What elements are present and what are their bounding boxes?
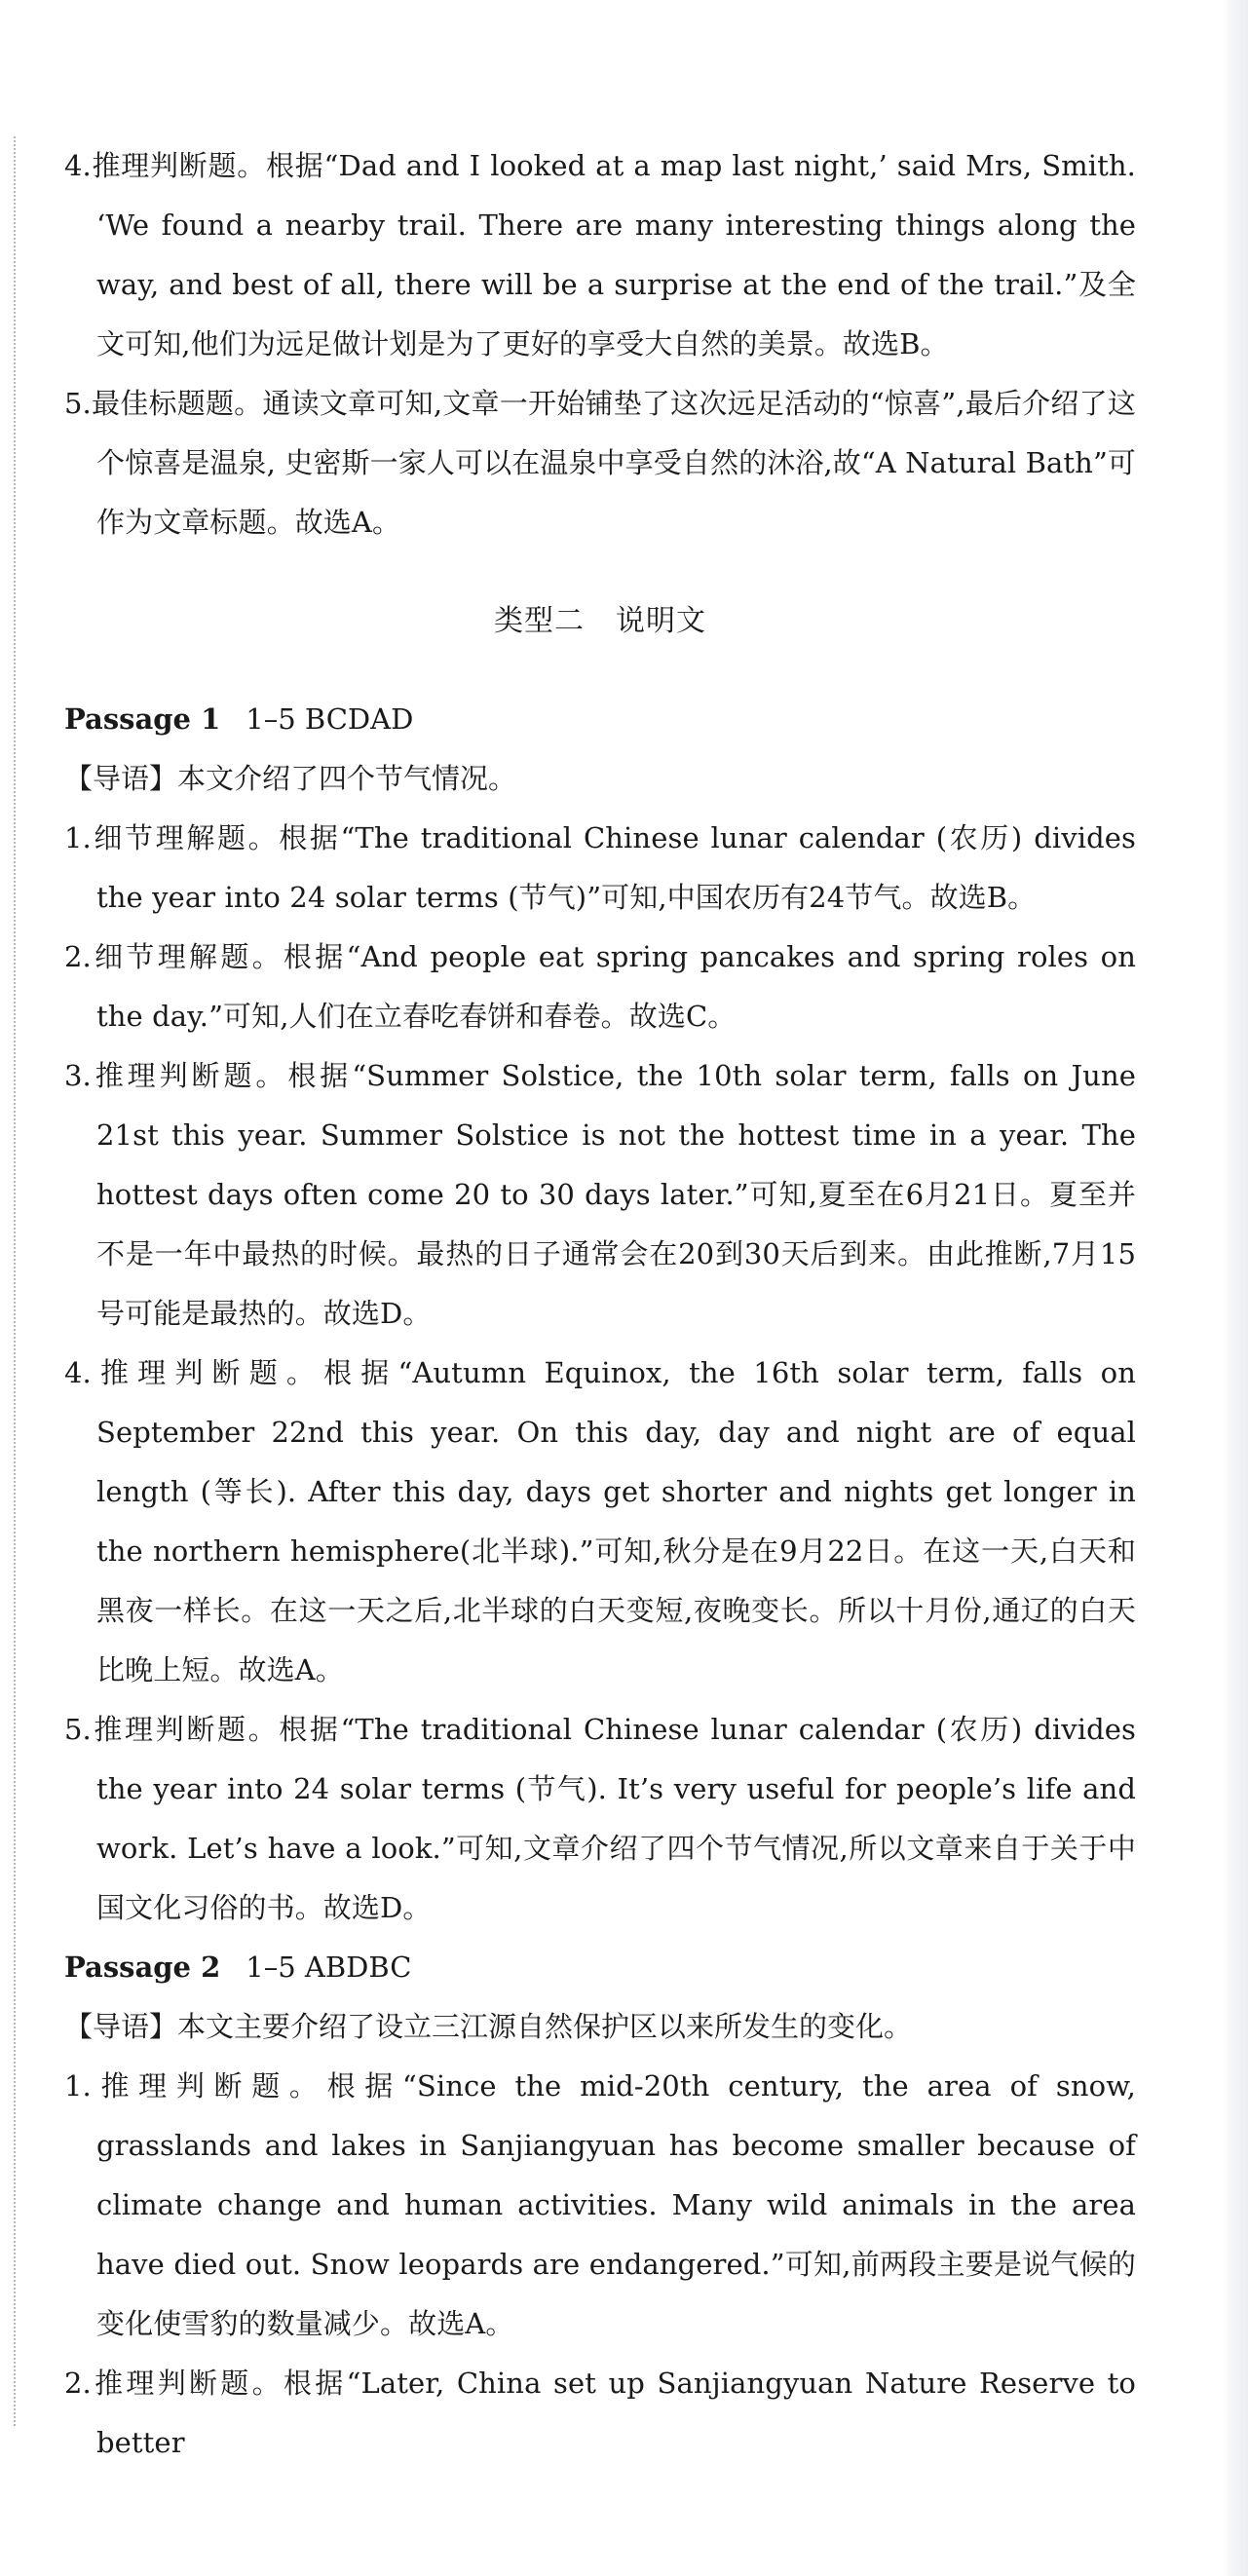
passage-answers: 1–5 ABDBC bbox=[246, 1951, 412, 1984]
passage-name: Passage 2 bbox=[64, 1951, 221, 1984]
item-number: 3. bbox=[64, 1059, 92, 1092]
section-title-genre: 说明文 bbox=[616, 604, 706, 638]
passage-2-header bbox=[64, 1938, 1136, 1997]
passage-1-intro: 【导语】本文介绍了四个节气情况。 bbox=[64, 762, 517, 795]
item-number: 5. bbox=[64, 1713, 92, 1746]
passage-name: Passage 1 bbox=[64, 702, 221, 736]
item-text: 最佳标题题。通读文章可知,文章一开始铺垫了这次远足活动的“惊喜”,最后介绍了这个惊喜是温泉, 史密斯一家人可以在温泉中享受自然的沐浴,故“A Natural Bath”可作为文章标题。故选A。 bbox=[91, 387, 1136, 539]
passage-1-item-4 bbox=[64, 1344, 1136, 1700]
item-text: 细节理解题。根据“The traditional Chinese lunar calendar (农历) divides the year into 24 solar terms (节气)”可知,中国农历有24节气。故选B。 bbox=[91, 821, 1136, 914]
passage-1-header bbox=[64, 690, 1136, 749]
item-number: 1. bbox=[64, 821, 92, 854]
item-number: 4. bbox=[64, 149, 92, 182]
section-title-type: 类型二 bbox=[494, 604, 585, 638]
item-text: 推理判断题。根据“Summer Solstice, the 10th solar term, falls on June 21st this year. Summer Solstice is not the hottest time in a year. The hottest days often come 20 to 30 days later.”可知,夏至在6月21日。夏至并不是一年中最热的时候。最热的日子通常会在20到30天后到来。由此推断,7月15号可能是最热的。故选D。 bbox=[91, 1059, 1136, 1330]
passage-1-item-3 bbox=[64, 1046, 1136, 1344]
item-text: 推理判断题。根据“Dad and I looked at a map last night,’ said Mrs, Smith. ‘We found a nearby trail. There are many interesting things along the way, and best of all, there will be a surprise at the end of the trail.”及全文可知,他们为远足做计划是为了更好的享受大自然的美景。故选B。 bbox=[91, 149, 1136, 360]
item-text: 推理判断题。根据“Later, China set up Sanjiangyuan Nature Reserve to better bbox=[91, 2367, 1136, 2459]
page-edge-shadow bbox=[1223, 0, 1248, 2576]
item-number: 4. bbox=[64, 1356, 92, 1389]
item-text: 推理判断题。根据“The traditional Chinese lunar calendar (农历) divides the year into 24 solar terms (节气). It’s very useful for people’s life and work. Let’s have a look.”可知,文章介绍了四个节气情况,所以文章来自于关于中国文化习俗的书。故选D。 bbox=[91, 1713, 1136, 1924]
item-number: 2. bbox=[64, 2367, 92, 2400]
passage-2-intro: 【导语】本文主要介绍了设立三江源自然保护区以来所发生的变化。 bbox=[64, 2010, 913, 2043]
passage-answers: 1–5 BCDAD bbox=[246, 702, 414, 736]
item-number: 1. bbox=[64, 2069, 92, 2102]
item-text: 推理判断题。根据“Since the mid-20th century, the area of snow, grasslands and lakes in Sanjiangyuan has become smaller because of climate change and human activities. Many wild animals in the area have died out. Snow leopards are endangered.”可知,前两段主要是说气候的变化使雪豹的数量减少。故选A。 bbox=[91, 2069, 1136, 2340]
passage-2-item-2 bbox=[64, 2354, 1136, 2473]
passage-1-item-5 bbox=[64, 1700, 1136, 1938]
item-number: 2. bbox=[64, 940, 92, 973]
passage-1-item-2 bbox=[64, 928, 1136, 1046]
passage-1-item-1 bbox=[64, 809, 1136, 928]
answer-item-top-5 bbox=[64, 374, 1136, 552]
answer-page bbox=[64, 136, 1136, 2473]
item-number: 5. bbox=[64, 387, 92, 420]
binding-margin-line bbox=[14, 136, 16, 2426]
answer-item-top-4 bbox=[64, 136, 1136, 374]
section-title bbox=[64, 591, 1136, 651]
item-text: 细节理解题。根据“And people eat spring pancakes and spring roles on the day.”可知,人们在立春吃春饼和春卷。故选C。 bbox=[91, 940, 1136, 1033]
item-text: 推理判断题。根据“Autumn Equinox, the 16th solar term, falls on September 22nd this year. On this day, day and night are of equal length (等长). After this day, days get shorter and nights get longer in the northern hemisphere(北半球).”可知,秋分是在9月22日。在这一天,白天和黑夜一样长。在这一天之后,北半球的白天变短,夜晚变长。所以十月份,通辽的白天比晚上短。故选A。 bbox=[91, 1356, 1136, 1686]
passage-2-item-1 bbox=[64, 2057, 1136, 2354]
